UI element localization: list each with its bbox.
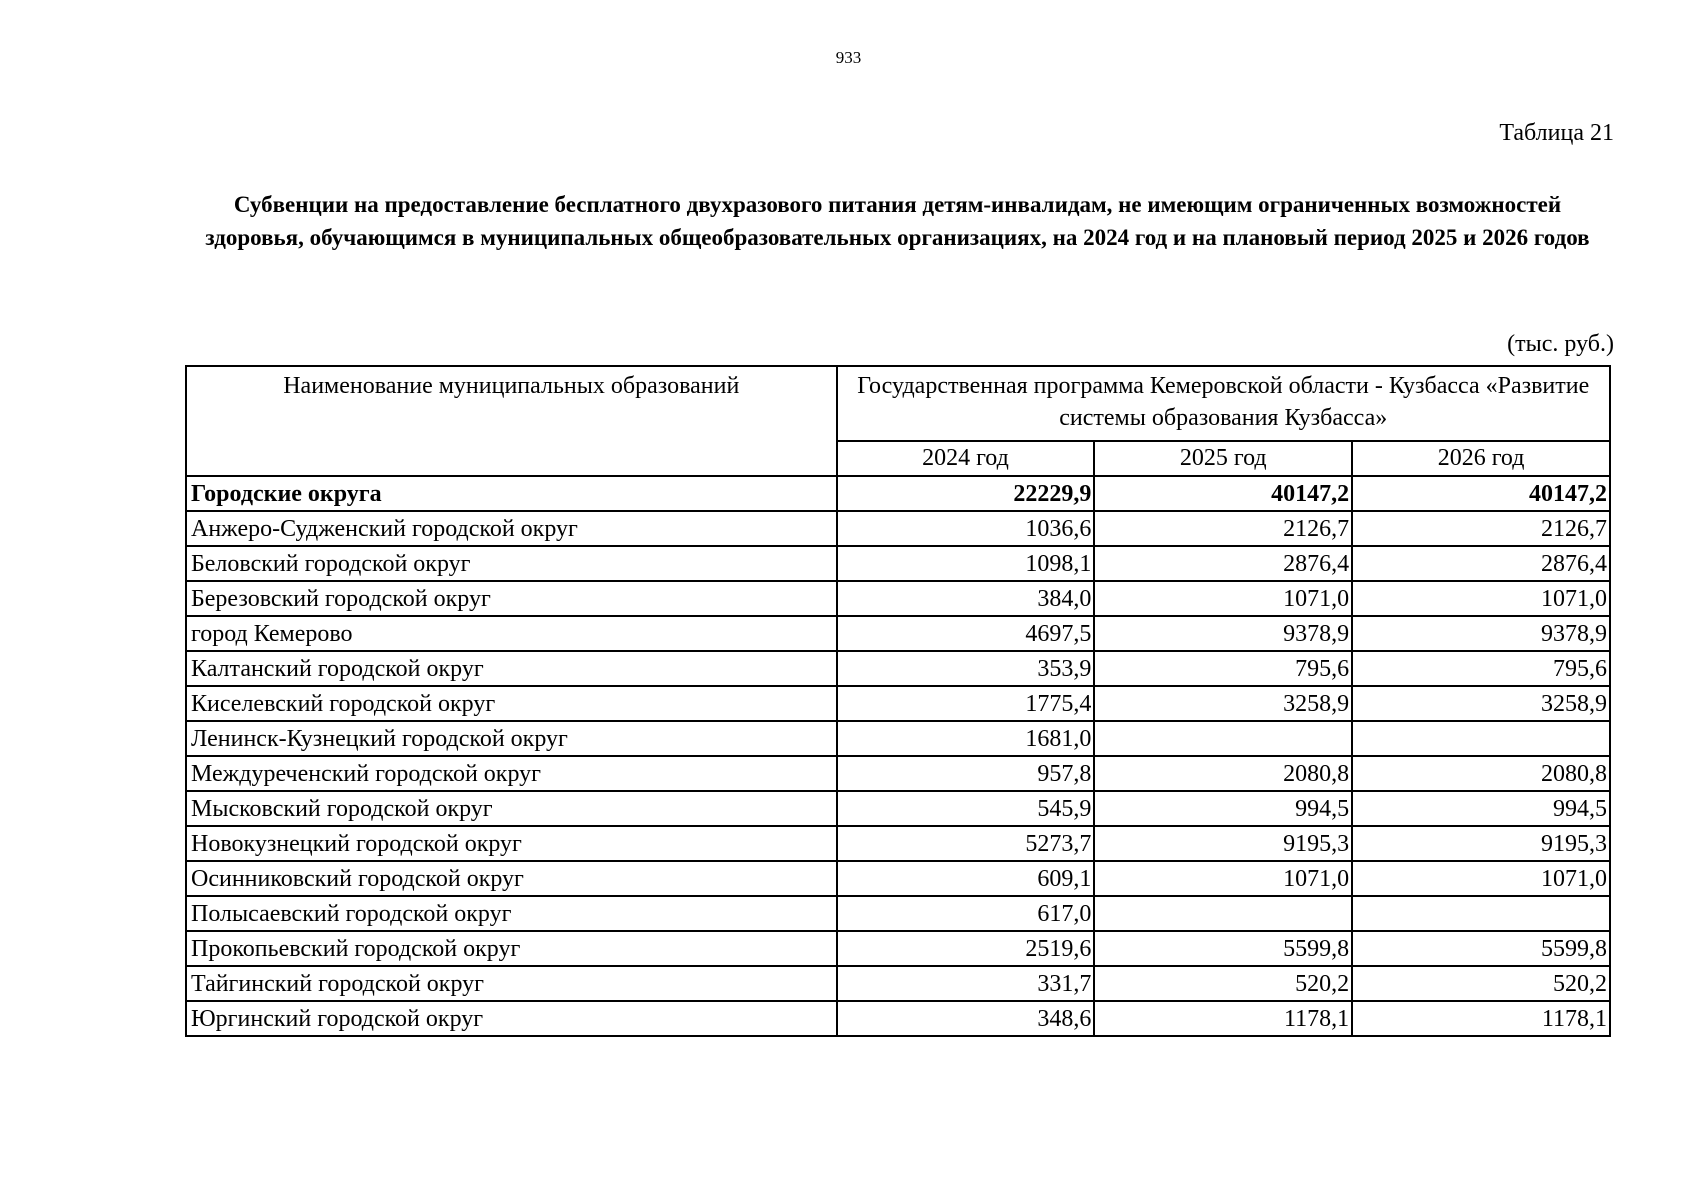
- value-2026-cell: 994,5: [1352, 791, 1610, 826]
- value-2024-cell: 331,7: [837, 966, 1095, 1001]
- table-row: [186, 791, 1610, 826]
- value-2026-cell: 1071,0: [1352, 861, 1610, 896]
- table-row: [186, 1001, 1610, 1036]
- value-2025-cell: 1178,1: [1094, 1001, 1352, 1036]
- value-2024-cell: 2519,6: [837, 931, 1095, 966]
- table-row: [186, 651, 1610, 686]
- value-2024-cell: 1681,0: [837, 721, 1095, 756]
- municipality-name-cell: Осинниковский городской округ: [186, 861, 837, 896]
- value-2024-cell: 1036,6: [837, 511, 1095, 546]
- municipality-name-cell: Прокопьевский городской округ: [186, 931, 837, 966]
- table-row: [186, 756, 1610, 791]
- table-title: Субвенции на предоставление бесплатного двухразового питания детям-инвалидам, не имеющим ограниченных возможностей здоровья, обучающимся в муниципальных общеобразовательных организациях, на 2024 год и на плановый период 2025 и 2026 годов: [205, 192, 1590, 250]
- table-label: Таблица 21: [1499, 120, 1614, 146]
- value-2025-cell: 9195,3: [1094, 826, 1352, 861]
- table-row-total: [186, 476, 1610, 511]
- municipality-name-cell: Калтанский городской округ: [186, 651, 837, 686]
- value-2025-cell: 2876,4: [1094, 546, 1352, 581]
- value-2026-cell: 795,6: [1352, 651, 1610, 686]
- municipality-name-cell: Междуреченский городской округ: [186, 756, 837, 791]
- value-2024-cell: 609,1: [837, 861, 1095, 896]
- value-2025-cell: 2080,8: [1094, 756, 1352, 791]
- table-body: [186, 476, 1610, 1036]
- table-row: [186, 721, 1610, 756]
- value-2025-cell: 1071,0: [1094, 861, 1352, 896]
- municipality-name-cell: Новокузнецкий городской округ: [186, 826, 837, 861]
- municipality-name-cell: Мысковский городской округ: [186, 791, 837, 826]
- value-2024-cell: 1098,1: [837, 546, 1095, 581]
- table-row: [186, 826, 1610, 861]
- value-2026-cell: 520,2: [1352, 966, 1610, 1001]
- value-2025-cell: 3258,9: [1094, 686, 1352, 721]
- units-label: (тыс. руб.): [1507, 331, 1614, 357]
- value-2024-cell: 384,0: [837, 581, 1095, 616]
- header-year-2024: 2024 год: [837, 441, 1095, 476]
- table-row: [186, 896, 1610, 931]
- value-2026-cell: 2080,8: [1352, 756, 1610, 791]
- table-row: [186, 861, 1610, 896]
- page-number: 933: [835, 48, 862, 67]
- value-2024-cell: 4697,5: [837, 616, 1095, 651]
- header-program: Государственная программа Кемеровской области - Кузбасса «Развитие системы образования Кузбасса»: [837, 366, 1610, 441]
- table-row: [186, 686, 1610, 721]
- value-2026-cell: 2126,7: [1352, 511, 1610, 546]
- table-row: [186, 546, 1610, 581]
- table-row: [186, 581, 1610, 616]
- value-2025-cell: 9378,9: [1094, 616, 1352, 651]
- municipality-name-cell: Березовский городской округ: [186, 581, 837, 616]
- value-2025-cell: 5599,8: [1094, 931, 1352, 966]
- municipality-name-cell: Полысаевский городской округ: [186, 896, 837, 931]
- value-2025-cell: 40147,2: [1094, 476, 1352, 511]
- subsidies-table: [185, 365, 1611, 1037]
- value-2025-cell: 520,2: [1094, 966, 1352, 1001]
- header-municipality: Наименование муниципальных образований: [186, 366, 837, 476]
- value-2026-cell: 5599,8: [1352, 931, 1610, 966]
- value-2025-cell: 795,6: [1094, 651, 1352, 686]
- value-2024-cell: 1775,4: [837, 686, 1095, 721]
- value-2026-cell: 1178,1: [1352, 1001, 1610, 1036]
- table-row: [186, 616, 1610, 651]
- value-2026-cell: [1352, 721, 1610, 756]
- value-2026-cell: 2876,4: [1352, 546, 1610, 581]
- value-2026-cell: 1071,0: [1352, 581, 1610, 616]
- value-2026-cell: 3258,9: [1352, 686, 1610, 721]
- value-2026-cell: 9378,9: [1352, 616, 1610, 651]
- value-2024-cell: 5273,7: [837, 826, 1095, 861]
- table-row: [186, 931, 1610, 966]
- value-2024-cell: 22229,9: [837, 476, 1095, 511]
- value-2025-cell: [1094, 896, 1352, 931]
- value-2024-cell: 957,8: [837, 756, 1095, 791]
- value-2025-cell: 2126,7: [1094, 511, 1352, 546]
- value-2025-cell: 994,5: [1094, 791, 1352, 826]
- header-row: [186, 366, 1610, 441]
- municipality-name-cell: Юргинский городской округ: [186, 1001, 837, 1036]
- municipality-name-cell: Городские округа: [186, 476, 837, 511]
- municipality-name-cell: Ленинск-Кузнецкий городской округ: [186, 721, 837, 756]
- municipality-name-cell: Анжеро-Судженский городской округ: [186, 511, 837, 546]
- value-2025-cell: 1071,0: [1094, 581, 1352, 616]
- table-row: [186, 966, 1610, 1001]
- value-2026-cell: 40147,2: [1352, 476, 1610, 511]
- value-2024-cell: 353,9: [837, 651, 1095, 686]
- municipality-name-cell: город Кемерово: [186, 616, 837, 651]
- municipality-name-cell: Киселевский городской округ: [186, 686, 837, 721]
- value-2026-cell: [1352, 896, 1610, 931]
- value-2024-cell: 617,0: [837, 896, 1095, 931]
- header-year-2026: 2026 год: [1352, 441, 1610, 476]
- value-2024-cell: 545,9: [837, 791, 1095, 826]
- table-row: [186, 511, 1610, 546]
- value-2024-cell: 348,6: [837, 1001, 1095, 1036]
- header-year-2025: 2025 год: [1094, 441, 1352, 476]
- municipality-name-cell: Беловский городской округ: [186, 546, 837, 581]
- municipality-name-cell: Тайгинский городской округ: [186, 966, 837, 1001]
- value-2026-cell: 9195,3: [1352, 826, 1610, 861]
- value-2025-cell: [1094, 721, 1352, 756]
